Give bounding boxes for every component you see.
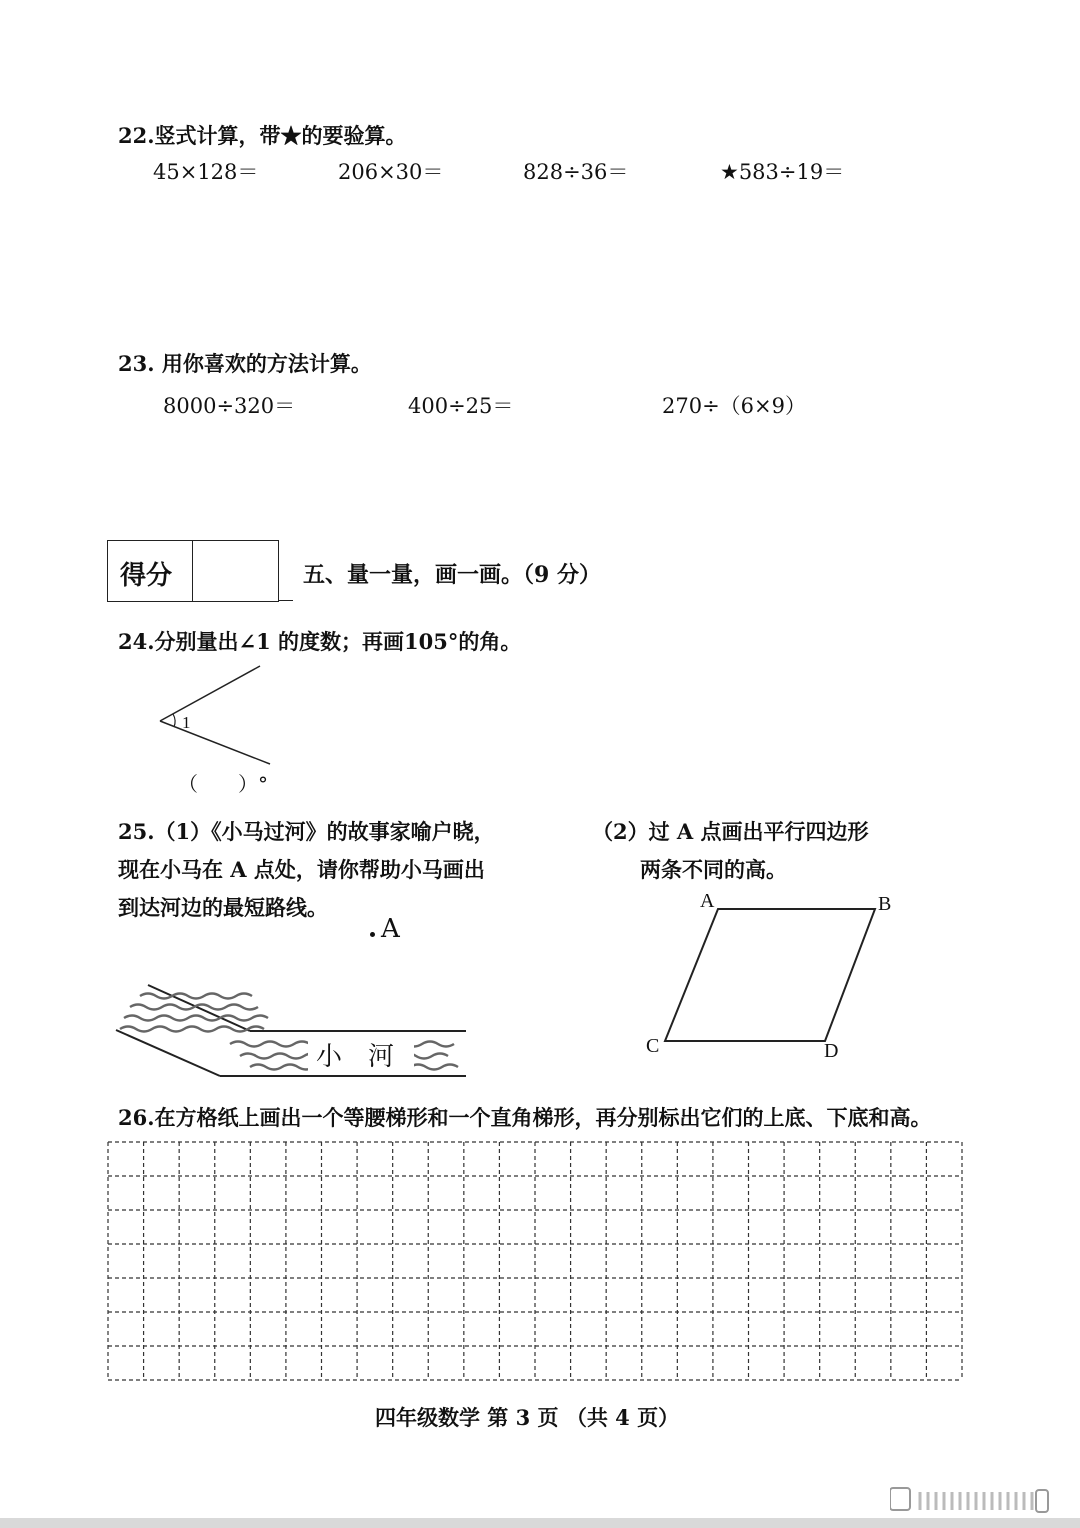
vertex-d-label: D bbox=[824, 1040, 839, 1062]
river-figure bbox=[110, 980, 480, 1080]
q22-expr-3: 828÷36＝ bbox=[523, 160, 629, 184]
bottom-scan-bar bbox=[0, 1518, 1080, 1528]
point-a-label: A bbox=[381, 914, 400, 944]
grid-svg bbox=[107, 1141, 963, 1382]
parallelogram bbox=[665, 909, 875, 1041]
q24-title: 24.分别量出∠1 的度数；再画105°的角。 bbox=[118, 629, 522, 654]
angle-arc bbox=[173, 714, 175, 727]
q23-expr-2: 400÷25＝ bbox=[408, 394, 514, 418]
angle-ray-lower bbox=[160, 721, 270, 764]
parallelogram-figure bbox=[640, 885, 900, 1065]
page-footer: 四年级数学 第 3 页 （共 4 页） bbox=[375, 1405, 680, 1430]
q25-part2-line2: 两条不同的高。 bbox=[640, 857, 787, 882]
corner-watermark-graphic bbox=[890, 1486, 1050, 1516]
angle-figure bbox=[150, 660, 290, 770]
q25-part1-line3: 到达河边的最短路线。 bbox=[118, 895, 328, 920]
q25-part1-line2: 现在小马在 A 点处，请你帮助小马画出 bbox=[118, 857, 485, 882]
vertex-b-label: B bbox=[878, 893, 892, 915]
q26-title: 26.在方格纸上画出一个等腰梯形和一个直角梯形，再分别标出它们的上底、下底和高。 bbox=[118, 1105, 932, 1130]
section5-heading: 五、量一量，画一画。（9 分） bbox=[303, 562, 601, 588]
q25-part2-line1: （2）过 A 点画出平行四边形 bbox=[592, 819, 869, 844]
score-box-divider bbox=[192, 541, 193, 601]
q23-expr-1: 8000÷320＝ bbox=[163, 394, 296, 418]
riverbank-upper-slope bbox=[148, 985, 250, 1031]
q22-title: 22.竖式计算，带★的要验算。 bbox=[118, 123, 407, 148]
q22-expr-4: ★583÷19＝ bbox=[720, 160, 845, 184]
score-box bbox=[107, 540, 279, 602]
grid-paper bbox=[107, 1141, 963, 1382]
q25-part1-line1: 25.（1）《小马过河》的故事家喻户晓， bbox=[118, 819, 495, 844]
river-label: 小 河 bbox=[316, 1042, 395, 1072]
vertex-c-label: C bbox=[646, 1035, 660, 1057]
q23-title: 23. 用你喜欢的方法计算。 bbox=[118, 351, 372, 376]
angle-ray-upper bbox=[160, 666, 260, 721]
vertex-a-label: A bbox=[700, 890, 715, 912]
point-a-dot bbox=[370, 932, 375, 937]
score-box-underline bbox=[279, 600, 293, 601]
angle-label: 1 bbox=[182, 713, 191, 732]
q23-expr-3: 270÷（6×9） bbox=[662, 394, 806, 418]
q22-expr-2: 206×30＝ bbox=[338, 160, 444, 184]
q22-expr-1: 45×128＝ bbox=[153, 160, 259, 184]
riverbank-lower-slope bbox=[116, 1030, 220, 1076]
score-label: 得分 bbox=[120, 561, 173, 591]
angle-answer-blank: （ ）° bbox=[178, 772, 268, 796]
